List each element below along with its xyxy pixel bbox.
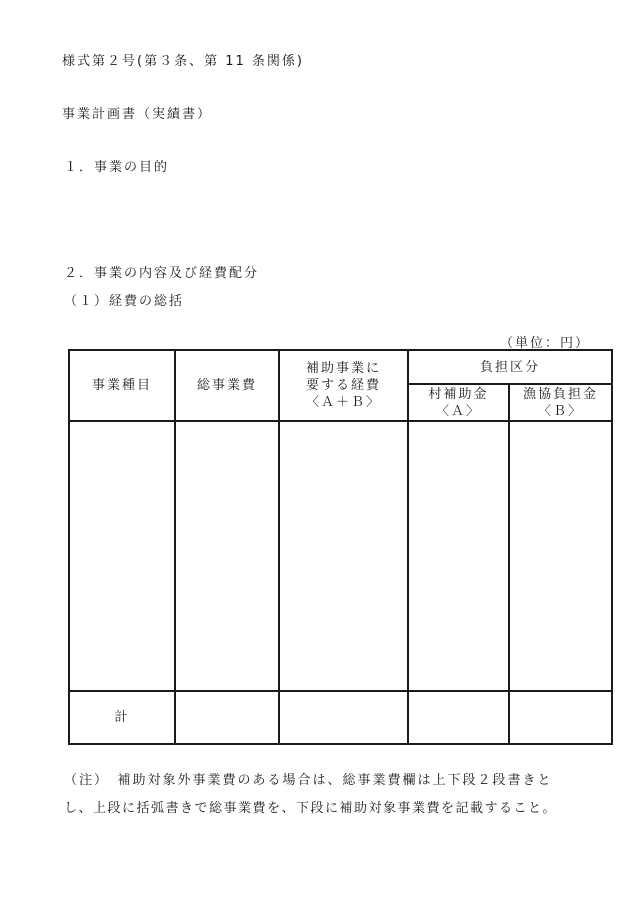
cell-total-cost[interactable] xyxy=(175,421,279,691)
cell-fishery-burden[interactable] xyxy=(509,421,612,691)
subsection1-heading: （１）経費の総括 xyxy=(64,294,185,309)
total-cell-subsidy-cost[interactable] xyxy=(279,691,408,744)
form-number: 様式第２号(第３条、第 11 条関係) xyxy=(62,54,304,69)
header-burden-group: 負担区分 xyxy=(408,350,612,384)
header-subsidy-cost-line3: 〈Ａ＋Ｂ〉 xyxy=(305,395,381,410)
header-subsidy-cost-line1: 補助事業に xyxy=(305,361,381,376)
cell-business-type[interactable] xyxy=(69,421,175,691)
document-title: 事業計画書（実績書） xyxy=(62,107,213,122)
header-business-type: 事業種目 xyxy=(69,350,175,421)
header-village-subsidy xyxy=(408,384,509,421)
header-fishery-burden-line1: 漁協負担金 xyxy=(523,386,599,402)
cell-village-subsidy[interactable] xyxy=(408,421,509,691)
header-subsidy-cost-line2: 要する経費 xyxy=(305,378,381,393)
header-fishery-burden-line2: 〈Ｂ〉 xyxy=(538,403,584,419)
table-total-row xyxy=(69,691,612,744)
header-village-subsidy-line2: 〈Ａ〉 xyxy=(435,403,481,419)
total-label: 計 xyxy=(69,691,175,744)
header-fishery-burden xyxy=(509,384,612,421)
header-village-subsidy-line1: 村補助金 xyxy=(428,386,489,402)
expense-summary-table xyxy=(68,349,613,745)
table-body-row xyxy=(69,421,612,691)
section1-heading: １．事業の目的 xyxy=(64,160,170,175)
total-cell-total-cost[interactable] xyxy=(175,691,279,744)
total-cell-village-subsidy[interactable] xyxy=(408,691,509,744)
note-line1: （注） 補助対象外事業費のある場合は、総事業費欄は上下段２段書きと xyxy=(64,773,553,788)
header-total-cost: 総事業費 xyxy=(175,350,279,421)
cell-subsidy-cost[interactable] xyxy=(279,421,408,691)
total-cell-fishery-burden[interactable] xyxy=(509,691,612,744)
unit-label: （単位：円） xyxy=(500,336,591,351)
section2-heading: ２．事業の内容及び経費配分 xyxy=(64,266,260,281)
header-subsidy-cost xyxy=(279,350,408,421)
note-line2: し、上段に括弧書きで総事業費を、下段に補助対象事業費を記載すること。 xyxy=(64,801,558,816)
